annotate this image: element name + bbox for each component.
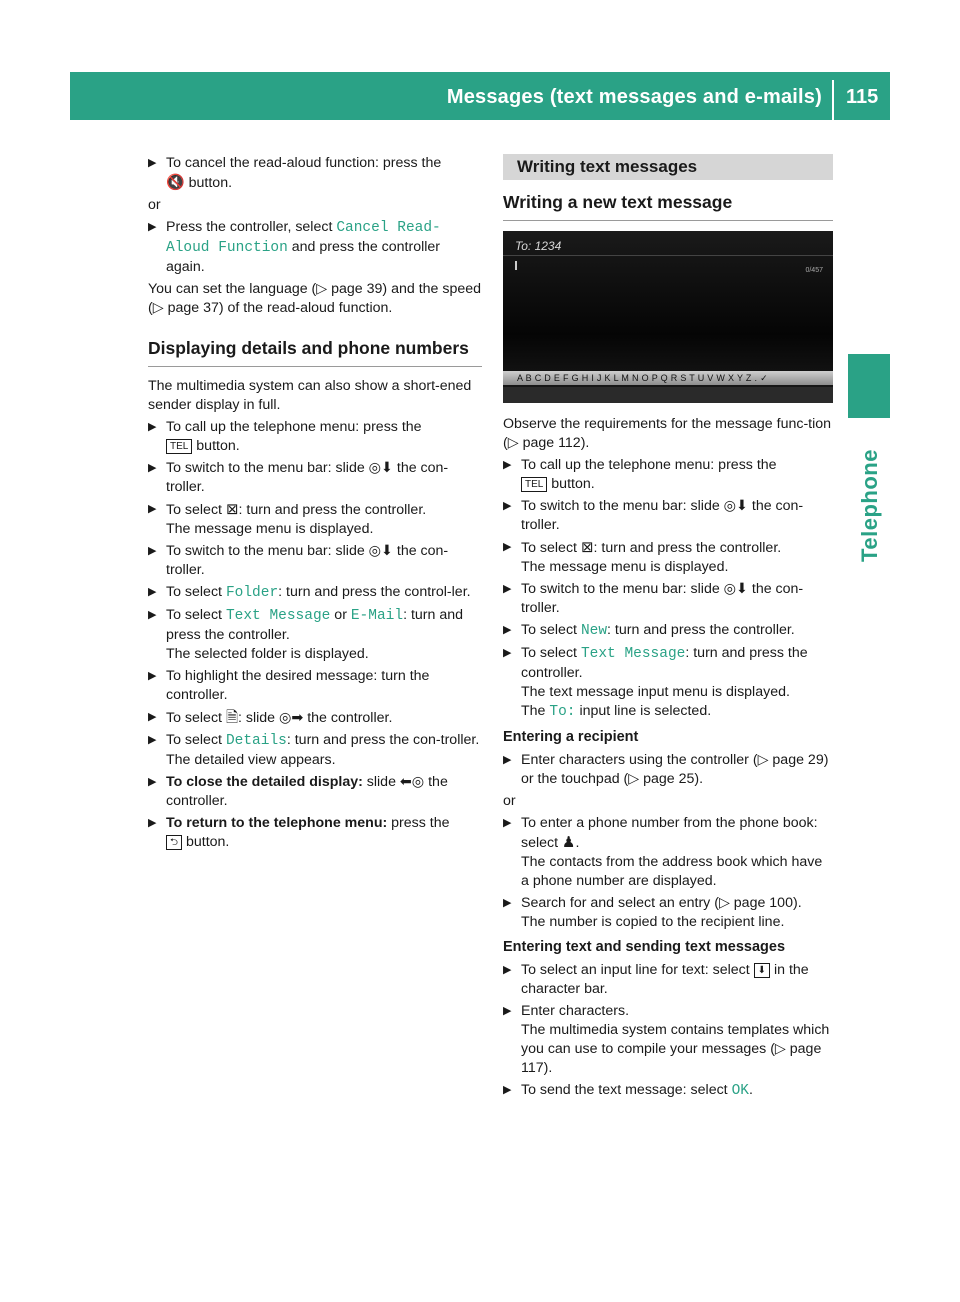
menu-item-text: Cancel Read-Aloud Function: [166, 220, 441, 256]
side-marker: [848, 354, 890, 418]
menu-item-text: Details: [225, 733, 287, 749]
list-item: ▶ Enter characters using the controller (▷ page 29) or the touchpad (▷ page 25).: [503, 752, 829, 787]
step-arrow-icon: ▶: [503, 817, 512, 829]
step-arrow-icon: ▶: [148, 586, 157, 598]
step-arrow-icon: ▶: [503, 500, 512, 512]
menu-item-text: E-Mail: [350, 608, 404, 624]
list-item: ▶ To return to the telephone menu: press the ⮌ button.: [148, 815, 450, 850]
list-item: ▶ To select New: turn and press the controller.: [503, 622, 795, 639]
details-icon: 🗎: [225, 709, 238, 726]
side-tab-label: Telephone: [856, 448, 882, 562]
list-item: ▶ To call up the telephone menu: press the TEL button.: [503, 457, 777, 492]
list-item: ▶ Search for and select an entry (▷ page 100). The number is copied to the recipient line.: [503, 895, 802, 930]
paragraph: The multimedia system can also show a short-ened sender display in full.: [148, 378, 472, 413]
paragraph: Observe the requirements for the message func-tion (▷ page 112).: [503, 416, 832, 451]
step-arrow-icon: ▶: [503, 541, 512, 553]
step-arrow-icon: ▶: [503, 1084, 512, 1096]
list-item: ▶ To select ⊠: turn and press the controller. The message menu is displayed.: [148, 501, 427, 537]
step-arrow-icon: ▶: [148, 221, 157, 233]
display-screenshot: [503, 231, 833, 403]
tel-button-icon: TEL: [521, 477, 547, 492]
subheading: Entering text and sending text messages: [503, 939, 786, 955]
screen-cursor: [515, 261, 517, 270]
side-tab: [856, 430, 882, 580]
step-arrow-icon: ▶: [148, 711, 157, 723]
envelope-icon: ⊠: [580, 539, 594, 556]
menu-item-text: Text Message: [225, 608, 331, 624]
list-item: ▶ To switch to the menu bar: slide ◎⬇ the con-troller.: [503, 498, 804, 533]
step-arrow-icon: ▶: [148, 462, 157, 474]
step-arrow-icon: ▶: [148, 670, 157, 682]
envelope-icon: ⊠: [225, 501, 239, 518]
or-text: or: [503, 793, 516, 809]
tel-button-icon: TEL: [166, 439, 192, 454]
paragraph: You can set the language (▷ page 39) and the speed (▷ page 37) of the read-aloud function.: [148, 281, 482, 316]
page-header-title: Messages (text messages and e-mails): [446, 86, 822, 108]
list-item: ▶ To select Text Message: turn and press the controller. The text message input menu is displayed. The To: input line is selected.: [503, 645, 808, 720]
step-arrow-icon: ▶: [148, 817, 157, 829]
step-arrow-icon: ▶: [148, 545, 157, 557]
header-bar: [70, 72, 890, 120]
list-item: ▶ To call up the telephone menu: press the TEL button.: [148, 419, 422, 454]
menu-item-text: New: [580, 623, 608, 639]
step-arrow-icon: ▶: [148, 776, 157, 788]
page-number: 115: [846, 86, 879, 108]
step-arrow-icon: ▶: [503, 647, 512, 659]
step-arrow-icon: ▶: [503, 624, 512, 636]
menu-item-text: Text Message: [580, 646, 686, 662]
section-heading: Writing a new text message: [503, 190, 833, 221]
list-item: ▶ To select Details: turn and press the con-troller. The detailed view appears.: [148, 732, 480, 768]
header-separator: [832, 80, 834, 120]
screen-to-line: To: 1234: [515, 239, 562, 253]
screen-menu-bar: [503, 387, 833, 403]
list-item: ▶ Press the controller, select Cancel Read-Aloud Function and press the controller again.: [148, 219, 441, 275]
list-item: ▶ To select Text Message or E-Mail: turn and press the controller. The selected folder is displayed.: [148, 607, 464, 662]
step-arrow-icon: ▶: [148, 421, 157, 433]
menu-item-text: Folder: [225, 585, 279, 601]
list-item: ▶ To select 🗎: slide ◎➡ the controller.: [148, 709, 393, 726]
subheading: Entering a recipient: [503, 729, 639, 745]
screen-char-count: 0/457: [805, 267, 823, 274]
down-arrow-icon: ⬇: [754, 963, 770, 978]
list-item: ▶ To select ⊠: turn and press the controller. The message menu is displayed.: [503, 539, 782, 575]
list-item: ▶ To select an input line for text: select ⬇ in the character bar.: [503, 962, 809, 997]
step-arrow-icon: ▶: [148, 734, 157, 746]
list-item: ▶ To switch to the menu bar: slide ◎⬇ the con-troller.: [148, 460, 449, 495]
screen-character-bar: A B C D E F G H I J K L M N O P Q R S T U V W X Y Z . ✓: [503, 371, 833, 385]
list-item: ▶ To switch to the menu bar: slide ◎⬇ the con-troller.: [148, 543, 449, 578]
step-arrow-icon: ▶: [148, 609, 157, 621]
list-item: ▶ To close the detailed display: slide ⬅◎ the controller.: [148, 774, 448, 809]
list-item: ▶ To cancel the read-aloud function: press the 🔇 button.: [148, 155, 442, 191]
menu-item-text: To:: [549, 704, 576, 720]
step-arrow-icon: ▶: [503, 897, 512, 909]
step-arrow-icon: ▶: [503, 754, 512, 766]
section-heading: Displaying details and phone numbers: [148, 336, 482, 367]
list-item: ▶ To switch to the menu bar: slide ◎⬇ the con-troller.: [503, 581, 804, 616]
step-arrow-icon: ▶: [503, 459, 512, 471]
back-button-icon: ⮌: [166, 835, 182, 850]
person-icon: ♟: [562, 834, 576, 851]
list-item: ▶ To select Folder: turn and press the control-ler.: [148, 584, 471, 601]
step-arrow-icon: ▶: [503, 583, 512, 595]
step-arrow-icon: ▶: [148, 503, 157, 515]
list-item: ▶ Enter characters. The multimedia system contains templates which you can use to compile your messages (▷ page 117).: [503, 1003, 830, 1076]
mute-icon: 🔇: [166, 174, 185, 191]
screen-divider: [503, 255, 833, 256]
list-item: ▶ To highlight the desired message: turn the controller.: [148, 668, 430, 703]
section-band: Writing text messages: [503, 154, 833, 180]
menu-item-text: OK: [731, 1083, 749, 1099]
right-column: [503, 154, 833, 1104]
step-arrow-icon: ▶: [503, 964, 512, 976]
or-text: or: [148, 197, 161, 213]
list-item: ▶ To send the text message: select OK.: [503, 1082, 753, 1099]
list-item: ▶ To enter a phone number from the phone book: select ♟. The contacts from the address book which have a phone number are displayed.: [503, 815, 823, 889]
left-column: [148, 154, 482, 855]
step-arrow-icon: ▶: [503, 1005, 512, 1017]
step-arrow-icon: ▶: [148, 157, 157, 169]
